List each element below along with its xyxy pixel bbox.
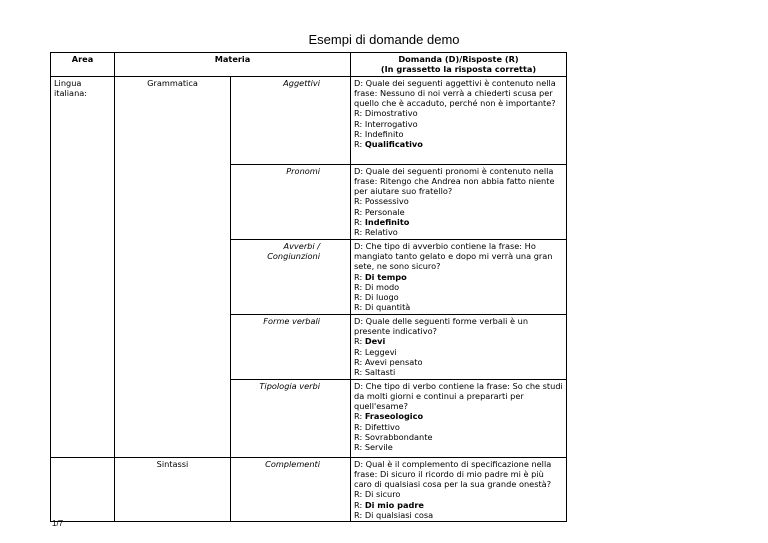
correct-answer: Fraseologico	[364, 411, 424, 422]
topic-cell	[231, 314, 351, 379]
correct-answer: Di mio padre	[364, 499, 424, 510]
answer-correct	[354, 336, 563, 346]
answer-correct	[354, 139, 563, 149]
answer-option: R: Difettivo	[354, 421, 400, 432]
correct-answer: Indefinito	[364, 217, 410, 228]
page-title: Esempi di domande demo	[308, 32, 460, 47]
question-text: D: Quale dei seguenti aggettivi è contenuto nella frase: Nessuno di noi verrà a chiederti scusa per quello che è accaduto, perché non è importante?	[354, 77, 556, 109]
topic-label: Tipologia verbi	[259, 380, 321, 391]
table-row	[51, 76, 567, 164]
table-header-row	[51, 53, 567, 77]
answer-prefix: R:	[354, 139, 365, 150]
group-label: Grammatica	[147, 77, 198, 88]
topic-label: Aggettivi	[283, 77, 321, 88]
answer-prefix: R:	[354, 411, 365, 422]
answer-correct	[354, 500, 563, 510]
answer-option: R: Leggevi	[354, 346, 397, 357]
group-cell	[115, 457, 231, 522]
question-cell	[351, 239, 567, 314]
answer-correct	[354, 272, 563, 282]
page-number: 1/7	[52, 519, 64, 528]
answer-option: R: Avevi pensato	[354, 356, 423, 367]
answer-correct	[354, 217, 563, 227]
group-cell	[115, 76, 231, 457]
topic-label: Avverbi / Congiunzioni	[267, 240, 321, 261]
answer-prefix: R:	[354, 217, 365, 228]
answer-option: R: Personale	[354, 206, 405, 217]
header-domanda	[351, 53, 567, 77]
correct-answer: Di tempo	[364, 271, 407, 282]
area-label: Lingua italiana:	[54, 77, 88, 98]
answer-option: R: Interrogativo	[354, 118, 418, 129]
answer-option: R: Di qualsiasi cosa	[354, 510, 434, 521]
topic-cell	[231, 239, 351, 314]
correct-answer: Qualificativo	[364, 139, 423, 150]
answer-option: R: Saltasti	[354, 367, 396, 378]
question-text: D: Che tipo di verbo contiene la frase: So che studi da molti giorni e continui a prepararti per quell'esame?	[354, 380, 563, 412]
answer-correct	[354, 411, 563, 421]
answer-option: R: Di modo	[354, 281, 400, 292]
question-cell	[351, 457, 567, 522]
answer-option: R: Di quantità	[354, 302, 411, 313]
answer-option: R: Dimostrativo	[354, 108, 418, 119]
answer-prefix: R:	[354, 271, 365, 282]
question-cell	[351, 164, 567, 239]
topic-label: Forme verbali	[263, 315, 321, 326]
topic-cell	[231, 164, 351, 239]
answer-option: R: Di luogo	[354, 292, 399, 303]
question-text: D: Quale dei seguenti pronomi è contenuto nella frase: Ritengo che Andrea non abbia fatto niente per aiutare suo fratello?	[354, 165, 555, 197]
correct-answer: Devi	[364, 336, 386, 347]
topic-label: Complementi	[265, 458, 321, 469]
answer-option: R: Sovrabbondante	[354, 432, 433, 443]
answer-option: R: Possessivo	[354, 196, 409, 207]
topic-cell	[231, 379, 351, 457]
group-label: Sintassi	[156, 458, 189, 469]
header-domanda-subtitle: (In grassetto la risposta corretta)	[380, 64, 537, 75]
question-cell	[351, 379, 567, 457]
answer-prefix: R:	[354, 336, 365, 347]
header-materia: Materia	[115, 53, 351, 77]
answer-option: R: Indefinito	[354, 129, 404, 140]
header-area: Area	[51, 53, 115, 77]
topic-label: Pronomi	[286, 165, 321, 176]
table-row	[51, 457, 567, 522]
question-text: D: Quale delle seguenti forme verbali è un presente indicativo?	[354, 315, 529, 337]
header-domanda-title: Domanda (D)/Risposte (R)	[398, 54, 519, 64]
area-cell-empty	[51, 457, 115, 522]
question-cell	[351, 314, 567, 379]
answer-prefix: R:	[354, 499, 365, 510]
answer-option: R: Di sicuro	[354, 489, 401, 500]
question-text: D: Che tipo di avverbio contiene la frase: Ho mangiato tanto gelato e dopo mi verrà una gran sete, ne sono sicuro?	[354, 240, 553, 272]
topic-cell	[231, 457, 351, 522]
answer-option: R: Relativo	[354, 227, 398, 238]
answer-option: R: Servile	[354, 442, 393, 453]
questions-table	[50, 52, 567, 522]
question-cell	[351, 76, 567, 164]
question-text: D: Qual è il complemento di specificazione nella frase: Di sicuro il ricordo di mio padre mi è più caro di qualsiasi cosa per la sua grande onestà?	[354, 458, 552, 490]
area-cell	[51, 76, 115, 457]
topic-cell	[231, 76, 351, 164]
